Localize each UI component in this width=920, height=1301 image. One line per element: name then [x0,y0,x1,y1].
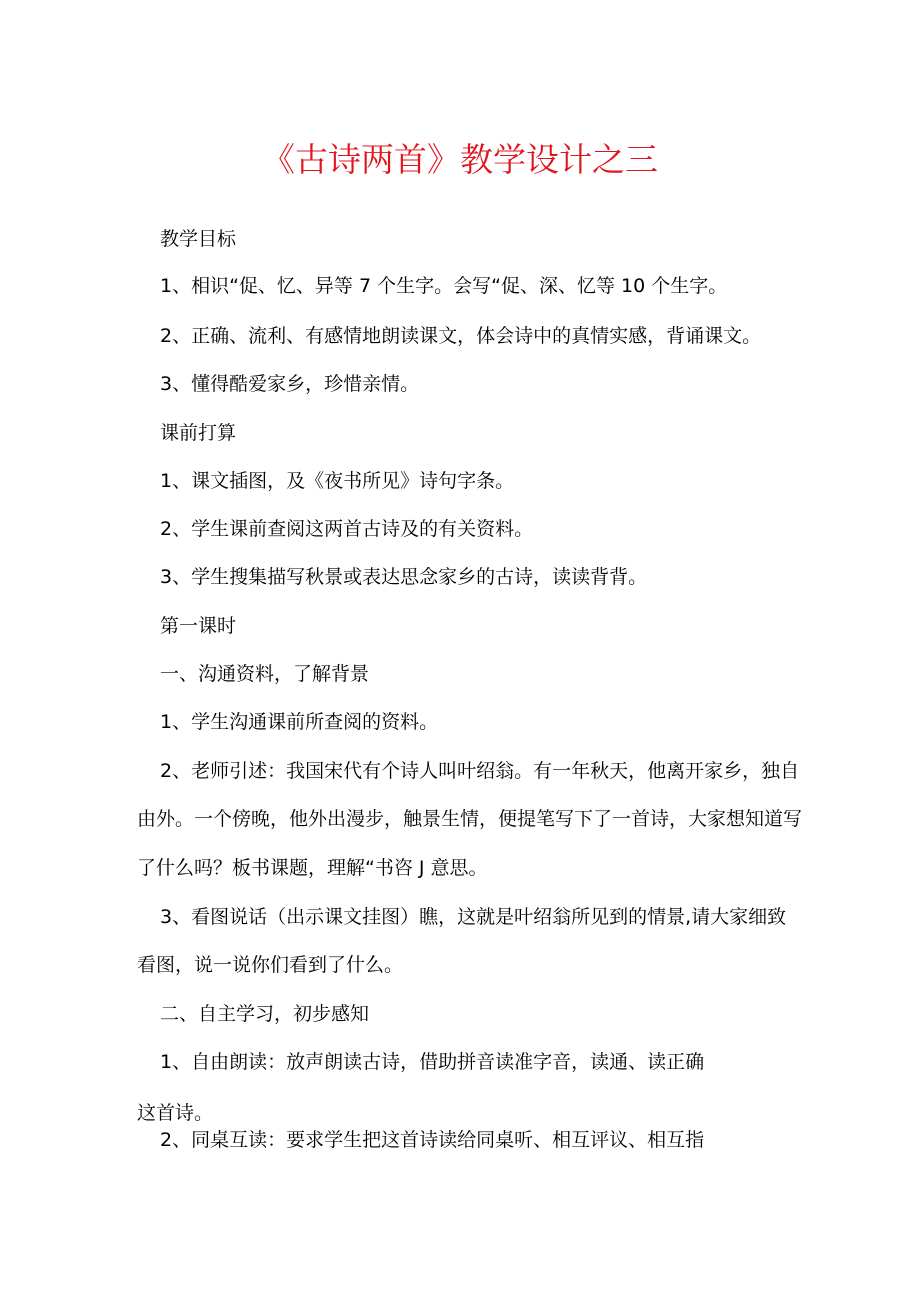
subsection-heading-2: 二、自主学习，初步感知 [160,1003,370,1025]
lesson-step-1-2-line-3: 了什么吗？板书课题，理解“书咨 J 意思。 [137,857,488,879]
objective-item-1: 1、相识“促、忆、异等 7 个生字。会写“促、深、忆等 10 个生字。 [160,275,728,297]
lesson-step-1-2-line-2: 由外。一个傍晚，他外出漫步，触景生情，便提笔写下了一首诗，大家想知道写 [137,808,803,830]
lesson-step-2-2-line-1: 2、同桌互读：要求学生把这首诗读给同桌听、相互评议、相互指 [160,1129,705,1151]
document-title: 《古诗两首》教学设计之三 [262,140,658,179]
section-heading-first-lesson: 第一课时 [160,615,237,637]
preparation-item-2: 2、学生课前查阅这两首古诗及的有关资料。 [160,518,534,540]
preparation-item-3: 3、学生搜集描写秋景或表达思念家乡的古诗，读读背背。 [160,566,648,588]
objective-item-3: 3、懂得酷爱家乡，珍惜亲情。 [160,373,420,395]
lesson-step-2-1-line-1: 1、自由朗读：放声朗读古诗，借助拼音读准字音，读通、读正确 [160,1051,705,1073]
lesson-step-1-1: 1、学生沟通课前所查阅的资料。 [160,711,439,733]
lesson-step-1-2-line-1: 2、老师引述：我国宋代有个诗人叫叶绍翁。有一年秋天，他离开家乡，独自 [160,760,800,782]
lesson-step-1-3-line-1: 3、看图说话（出示课文挂图）瞧，这就是叶绍翁所见到的情景,请大家细致 [160,906,787,928]
subsection-heading-1: 一、沟通资料，了解背景 [160,663,370,685]
preparation-item-1: 1、课文插图，及《夜书所见》诗句字条。 [160,470,515,492]
section-heading-preparation: 课前打算 [160,422,237,444]
objective-item-2: 2、正确、流利、有感情地朗读课文，体会诗中的真情实感，背诵课文。 [160,325,762,347]
lesson-step-2-1-line-2: 这首诗。 [137,1102,214,1124]
section-heading-objectives: 教学目标 [160,228,237,250]
lesson-step-1-3-line-2: 看图，说一说你们看到了什么。 [137,954,404,976]
